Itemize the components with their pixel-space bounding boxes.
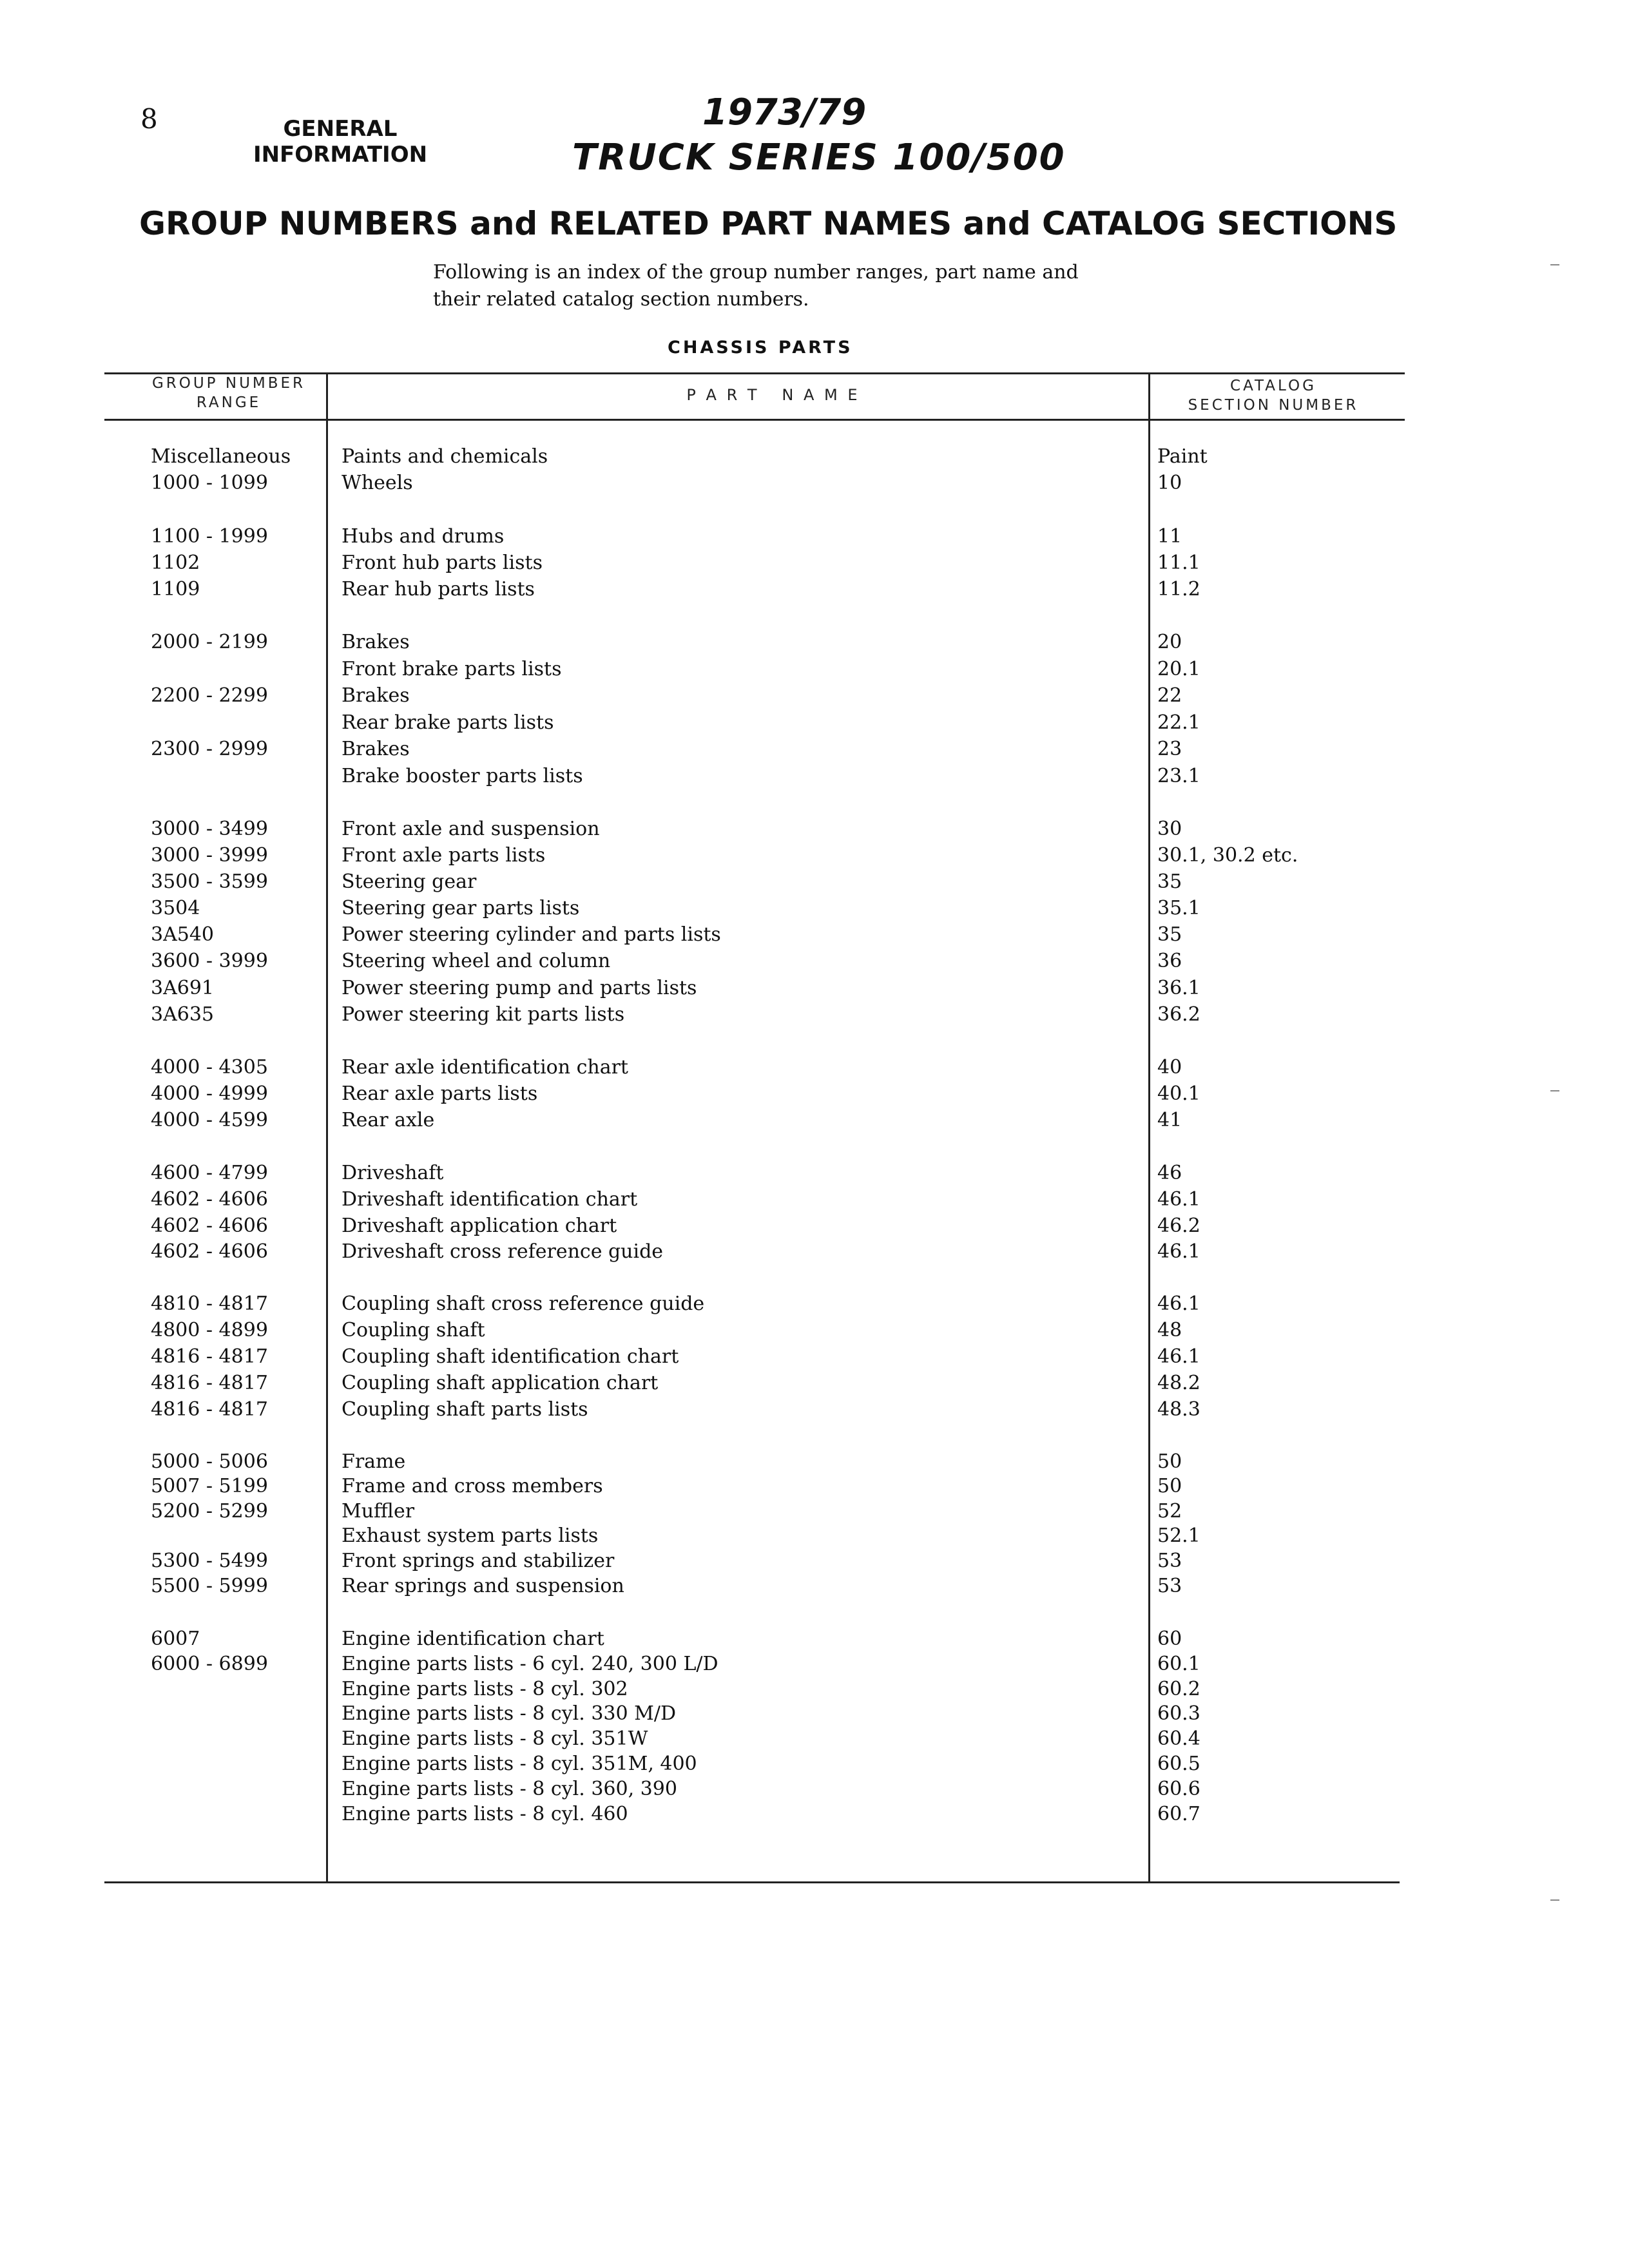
part-name: Rear axle parts lists [342, 1082, 538, 1105]
table-header-rule [104, 419, 1405, 421]
part-name: Power steering pump and parts lists [342, 977, 697, 999]
group-number-range: 4800 - 4899 [151, 1319, 268, 1341]
part-name: Paints and chemicals [342, 445, 548, 468]
catalog-section: Paint [1157, 445, 1208, 468]
catalog-section: 35 [1157, 870, 1182, 893]
catalog-section: 10 [1157, 472, 1182, 494]
part-name: Rear springs and suspension [342, 1575, 624, 1597]
part-name: Steering gear parts lists [342, 897, 580, 919]
part-name: Driveshaft [342, 1162, 444, 1184]
catalog-section: 23.1 [1157, 765, 1200, 787]
section-label [244, 116, 437, 168]
part-name: Brakes [342, 684, 410, 707]
margin-mark [1550, 1090, 1559, 1091]
range-header-line2: RANGE [196, 394, 262, 411]
part-name: Front axle parts lists [342, 844, 546, 867]
part-name: Hubs and drums [342, 525, 505, 548]
section-label-line2: INFORMATION [253, 142, 428, 168]
group-number-range: 3500 - 3599 [151, 870, 268, 893]
catalog-header-line2: SECTION NUMBER [1188, 397, 1359, 414]
part-name: Engine parts lists - 8 cyl. 351W [342, 1727, 648, 1750]
catalog-section: 35.1 [1157, 897, 1200, 919]
group-number-range: 1102 [151, 552, 200, 574]
truck-series: TRUCK SERIES 100/500 [572, 137, 1066, 178]
catalog-section: 52.1 [1157, 1524, 1200, 1547]
catalog-section: 60 [1157, 1628, 1182, 1650]
catalog-section: 11.2 [1157, 578, 1200, 601]
margin-mark [1550, 1899, 1559, 1901]
part-name: Rear axle [342, 1109, 435, 1131]
group-number-range: 5500 - 5999 [151, 1575, 268, 1597]
catalog-section: 48 [1157, 1319, 1182, 1341]
catalog-section: 53 [1157, 1575, 1182, 1597]
part-name: Engine identification chart [342, 1628, 604, 1650]
catalog-section: 60.2 [1157, 1678, 1200, 1700]
catalog-section: 46.1 [1157, 1293, 1200, 1315]
catalog-section: 41 [1157, 1109, 1182, 1131]
catalog-section: 60.1 [1157, 1653, 1200, 1675]
catalog-section: 40.1 [1157, 1082, 1200, 1105]
catalog-section: 11.1 [1157, 552, 1200, 574]
catalog-section: 60.4 [1157, 1727, 1200, 1750]
group-number-range: 1109 [151, 578, 200, 601]
group-number-range: 6000 - 6899 [151, 1653, 268, 1675]
part-name: Rear hub parts lists [342, 578, 535, 601]
catalog-section: 60.6 [1157, 1778, 1200, 1800]
catalog-section: 48.3 [1157, 1398, 1200, 1421]
part-name: Front springs and stabilizer [342, 1550, 615, 1572]
part-name: Coupling shaft identification chart [342, 1345, 679, 1368]
section-title: CHASSIS PARTS [668, 338, 853, 358]
catalog-section: 46.1 [1157, 1188, 1200, 1211]
group-number-range: 4816 - 4817 [151, 1345, 268, 1368]
part-name: Engine parts lists - 8 cyl. 330 M/D [342, 1702, 677, 1725]
part-name: Engine parts lists - 8 cyl. 360, 390 [342, 1778, 677, 1800]
part-name: Frame [342, 1450, 406, 1473]
group-number-range: 5300 - 5499 [151, 1550, 268, 1572]
part-name: Engine parts lists - 6 cyl. 240, 300 L/D [342, 1653, 718, 1675]
part-name: Rear axle identification chart [342, 1056, 628, 1079]
part-name: Coupling shaft parts lists [342, 1398, 588, 1421]
group-number-range: 3000 - 3499 [151, 818, 268, 840]
section-label-line1: GENERAL [283, 116, 398, 142]
group-number-range: 3A635 [151, 1003, 215, 1026]
catalog-section: 30.1, 30.2 etc. [1157, 844, 1298, 867]
catalog-section: 53 [1157, 1550, 1182, 1572]
part-name: Coupling shaft cross reference guide [342, 1293, 705, 1315]
group-number-range: 5000 - 5006 [151, 1450, 268, 1473]
part-name: Brake booster parts lists [342, 765, 583, 787]
group-number-range: 4816 - 4817 [151, 1398, 268, 1421]
part-name: Driveshaft application chart [342, 1215, 617, 1237]
group-number-range: 1100 - 1999 [151, 525, 268, 548]
group-number-range: 6007 [151, 1628, 200, 1650]
year-range: 1973/79 [702, 91, 867, 133]
catalog-section: 20.1 [1157, 658, 1200, 680]
page-title: GROUP NUMBERS and RELATED PART NAMES and CATALOG SECTIONS [139, 205, 1398, 242]
group-number-range: 4000 - 4999 [151, 1082, 268, 1105]
part-name-column-header: P A R T N A M E [686, 386, 860, 404]
catalog-section: 36 [1157, 950, 1182, 972]
catalog-header-line1: CATALOG [1230, 378, 1316, 394]
group-number-range: 4602 - 4606 [151, 1215, 268, 1237]
part-name: Front brake parts lists [342, 658, 562, 680]
catalog-section: 60.5 [1157, 1753, 1200, 1775]
part-name: Steering gear [342, 870, 477, 893]
group-number-range: 3A540 [151, 923, 215, 946]
group-number-range: 3A691 [151, 977, 215, 999]
catalog-section: 60.7 [1157, 1803, 1200, 1825]
part-name: Front axle and suspension [342, 818, 600, 840]
group-number-range: 2300 - 2999 [151, 738, 268, 760]
part-name: Exhaust system parts lists [342, 1524, 599, 1547]
part-name: Rear brake parts lists [342, 711, 554, 734]
catalog-section: 36.1 [1157, 977, 1200, 999]
group-number-range: 4000 - 4599 [151, 1109, 268, 1131]
group-number-range: 5200 - 5299 [151, 1500, 268, 1523]
catalog-section: 40 [1157, 1056, 1182, 1079]
catalog-section: 46.1 [1157, 1345, 1200, 1368]
part-name: Power steering kit parts lists [342, 1003, 625, 1026]
catalog-column-header [1164, 376, 1383, 415]
intro-line2: their related catalog section numbers. [433, 288, 809, 311]
part-name: Engine parts lists - 8 cyl. 351M, 400 [342, 1753, 697, 1775]
group-number-range: 4600 - 4799 [151, 1162, 268, 1184]
group-number-range: 4602 - 4606 [151, 1188, 268, 1211]
catalog-section: 50 [1157, 1450, 1182, 1473]
catalog-section: 46.2 [1157, 1215, 1200, 1237]
part-name: Brakes [342, 631, 410, 653]
catalog-section: 20 [1157, 631, 1182, 653]
catalog-section: 48.2 [1157, 1372, 1200, 1394]
group-number-range: 3600 - 3999 [151, 950, 268, 972]
group-number-range: 2200 - 2299 [151, 684, 268, 707]
part-name: Engine parts lists - 8 cyl. 460 [342, 1803, 628, 1825]
range-header-line1: GROUP NUMBER [151, 375, 306, 392]
group-number-range: 1000 - 1099 [151, 472, 268, 494]
part-name: Engine parts lists - 8 cyl. 302 [342, 1678, 628, 1700]
part-name: Driveshaft identification chart [342, 1188, 638, 1211]
catalog-section: 23 [1157, 738, 1182, 760]
catalog-section: 35 [1157, 923, 1182, 946]
catalog-section: 22.1 [1157, 711, 1200, 734]
part-name: Wheels [342, 472, 413, 494]
group-number-range: 3000 - 3999 [151, 844, 268, 867]
part-name: Steering wheel and column [342, 950, 611, 972]
group-number-range: 4816 - 4817 [151, 1372, 268, 1394]
group-number-range: 4000 - 4305 [151, 1056, 268, 1079]
page-number: 8 [140, 103, 158, 135]
group-number-range: 3504 [151, 897, 200, 919]
catalog-section: 30 [1157, 818, 1182, 840]
part-name: Power steering cylinder and parts lists [342, 923, 721, 946]
part-name: Frame and cross members [342, 1475, 603, 1497]
group-number-range: 5007 - 5199 [151, 1475, 268, 1497]
group-number-range: 2000 - 2199 [151, 631, 268, 653]
intro-text [433, 259, 1206, 313]
part-name: Brakes [342, 738, 410, 760]
table-bottom-rule [104, 1881, 1400, 1883]
intro-line1: Following is an index of the group number ranges, part name and [433, 261, 1079, 284]
catalog-section: 52 [1157, 1500, 1182, 1523]
column-divider-1 [326, 372, 328, 1883]
range-column-header [129, 374, 329, 412]
catalog-section: 50 [1157, 1475, 1182, 1497]
part-name: Coupling shaft [342, 1319, 485, 1341]
catalog-section: 11 [1157, 525, 1182, 548]
column-divider-2 [1148, 372, 1150, 1883]
part-name: Muffler [342, 1500, 415, 1523]
margin-mark [1550, 264, 1559, 265]
catalog-section: 46.1 [1157, 1240, 1200, 1263]
catalog-section: 22 [1157, 684, 1182, 707]
catalog-section: 46 [1157, 1162, 1182, 1184]
part-name: Front hub parts lists [342, 552, 543, 574]
group-number-range: Miscellaneous [151, 445, 291, 468]
group-number-range: 4602 - 4606 [151, 1240, 268, 1263]
catalog-section: 36.2 [1157, 1003, 1200, 1026]
part-name: Driveshaft cross reference guide [342, 1240, 664, 1263]
part-name: Coupling shaft application chart [342, 1372, 659, 1394]
catalog-section: 60.3 [1157, 1702, 1200, 1725]
group-number-range: 4810 - 4817 [151, 1293, 268, 1315]
